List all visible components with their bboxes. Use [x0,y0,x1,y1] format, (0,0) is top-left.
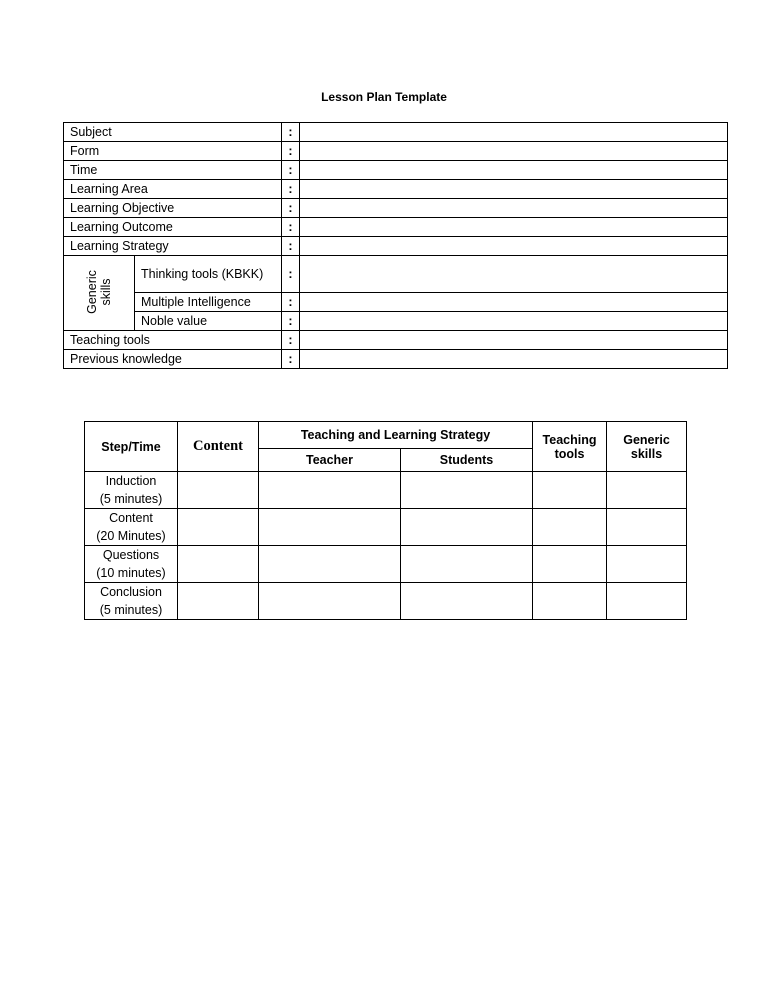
step-time-cell [85,509,178,546]
step-name: Induction [105,474,157,488]
info-colon: : [282,161,300,180]
info-colon: : [282,180,300,199]
info-label: Thinking tools (KBKK) [135,256,282,293]
header-students: Students [401,449,533,472]
info-label: Noble value [135,312,282,331]
students-cell[interactable] [401,546,533,583]
info-colon: : [282,256,300,293]
info-label: Teaching tools [64,331,282,350]
info-row-time [64,161,728,180]
info-row-learning-strategy [64,237,728,256]
info-label: Learning Area [64,180,282,199]
teaching-tools-cell[interactable] [533,472,607,509]
info-label: Form [64,142,282,161]
info-colon: : [282,350,300,369]
table-row [85,546,687,583]
step-name: Conclusion [100,585,162,599]
lesson-info-table [63,122,728,369]
teacher-cell[interactable] [259,509,401,546]
generic-skills-cell[interactable] [607,472,687,509]
info-value-field[interactable] [300,331,728,350]
info-label: Multiple Intelligence [135,293,282,312]
generic-skills-label-line2: skills [99,278,113,306]
info-row-previous-knowledge [64,350,728,369]
info-row-noble-value [64,312,728,331]
info-colon: : [282,237,300,256]
step-duration: (5 minutes) [99,603,163,617]
generic-skills-cell[interactable] [607,509,687,546]
info-row-subject [64,123,728,142]
header-teaching-tools-line2: tools [554,446,585,461]
header-teacher: Teacher [259,449,401,472]
info-label: Subject [64,123,282,142]
info-row-learning-outcome [64,218,728,237]
content-cell[interactable] [178,546,259,583]
content-cell[interactable] [178,509,259,546]
teaching-tools-cell[interactable] [533,546,607,583]
info-colon: : [282,331,300,350]
step-duration: (5 minutes) [99,492,163,506]
teaching-tools-cell[interactable] [533,583,607,620]
header-teaching-tools-line1: Teaching [542,432,597,447]
info-value-field[interactable] [300,350,728,369]
step-duration: (20 Minutes) [96,529,166,543]
info-colon: : [282,142,300,161]
header-generic-skills-line1: Generic [623,432,670,447]
info-row-form [64,142,728,161]
teacher-cell[interactable] [259,546,401,583]
generic-skills-group-label [64,256,135,331]
table-row [85,583,687,620]
header-generic-skills-line2: skills [630,446,663,461]
content-cell[interactable] [178,472,259,509]
info-colon: : [282,218,300,237]
info-colon: : [282,123,300,142]
info-label: Learning Outcome [64,218,282,237]
info-row-teaching-tools [64,331,728,350]
lesson-plan-table [84,421,687,620]
step-duration: (10 minutes) [96,566,166,580]
info-value-field[interactable] [300,142,728,161]
table-row [85,472,687,509]
teaching-tools-cell[interactable] [533,509,607,546]
page-title: Lesson Plan Template [321,90,447,104]
info-label: Learning Objective [64,199,282,218]
header-step-time: Step/Time [85,422,178,472]
step-time-cell [85,583,178,620]
info-value-field[interactable] [300,180,728,199]
content-cell[interactable] [178,583,259,620]
step-time-cell [85,546,178,583]
info-value-field[interactable] [300,312,728,331]
info-colon: : [282,293,300,312]
generic-skills-cell[interactable] [607,546,687,583]
info-label: Learning Strategy [64,237,282,256]
info-label: Previous knowledge [64,350,282,369]
step-name: Content [109,511,153,525]
teacher-cell[interactable] [259,472,401,509]
generic-skills-label-line1: Generic [85,270,99,314]
table-row [85,509,687,546]
info-value-field[interactable] [300,199,728,218]
info-row-learning-objective [64,199,728,218]
step-name: Questions [102,548,160,562]
teacher-cell[interactable] [259,583,401,620]
info-row-multiple-intelligence [64,293,728,312]
info-label: Time [64,161,282,180]
info-row-learning-area [64,180,728,199]
generic-skills-cell[interactable] [607,583,687,620]
students-cell[interactable] [401,509,533,546]
header-teaching-tools [533,422,607,472]
header-generic-skills [607,422,687,472]
info-value-field[interactable] [300,161,728,180]
students-cell[interactable] [401,583,533,620]
info-colon: : [282,199,300,218]
step-time-cell [85,472,178,509]
info-row-thinking-tools [64,256,728,293]
info-value-field[interactable] [300,293,728,312]
header-content: Content [178,422,259,472]
info-colon: : [282,312,300,331]
info-value-field[interactable] [300,237,728,256]
header-teaching-learning-strategy: Teaching and Learning Strategy [259,422,533,449]
students-cell[interactable] [401,472,533,509]
info-value-field[interactable] [300,123,728,142]
info-value-field[interactable] [300,218,728,237]
info-value-field[interactable] [300,256,728,293]
